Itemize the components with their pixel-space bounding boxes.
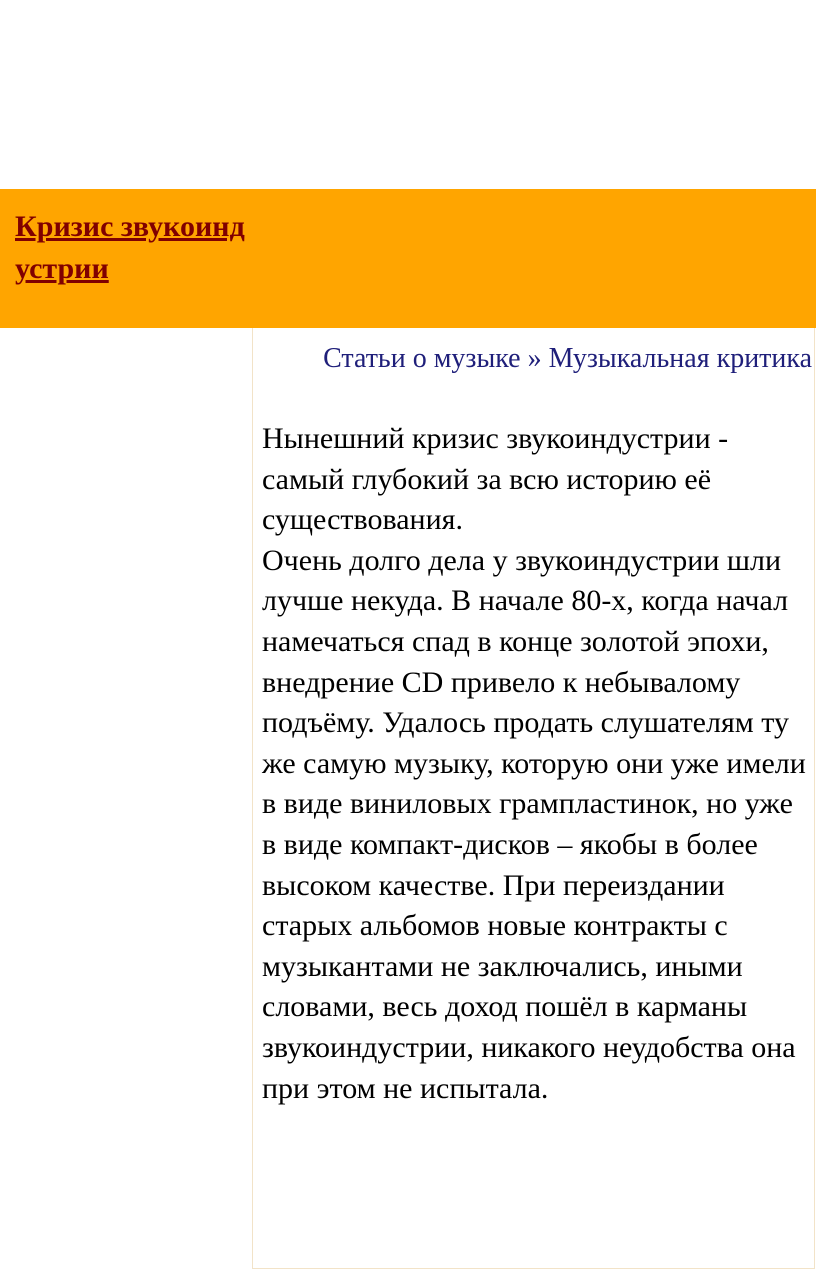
- article-body: [262, 419, 814, 1109]
- article-paragraph-intro: Нынешний кризис звукоиндустрии - самый глубокий за всю историю её существования.: [262, 422, 729, 537]
- left-column: [0, 328, 253, 1269]
- article-paragraph-history: Очень долго дела у звукоиндустрии шли лучше некуда. В начале 80-х, когда начал намечаться спад в конце золотой эпохи, внедрение CD привело к небывалому подъёму. Удалось продать слушателям ту же самую музыку, которую они уже имели в виде виниловых грампластинок, но уже в виде компакт-дисков – якобы в более высоком качестве. При переиздании старых альбомов новые контракты с музыкантами не заключались, иными словами, весь доход пошёл в карманы звукоиндустрии, никакого неудобства она при этом не испытала.: [262, 543, 806, 1105]
- page-title-link[interactable]: Кризис звукоиндустрии: [15, 210, 245, 285]
- breadcrumb: [262, 338, 812, 380]
- breadcrumb-item-articles[interactable]: Статьи о музыке: [323, 343, 521, 374]
- breadcrumb-item-music-criticism[interactable]: Музыкальная критика: [548, 343, 812, 374]
- breadcrumb-separator: »: [527, 343, 542, 374]
